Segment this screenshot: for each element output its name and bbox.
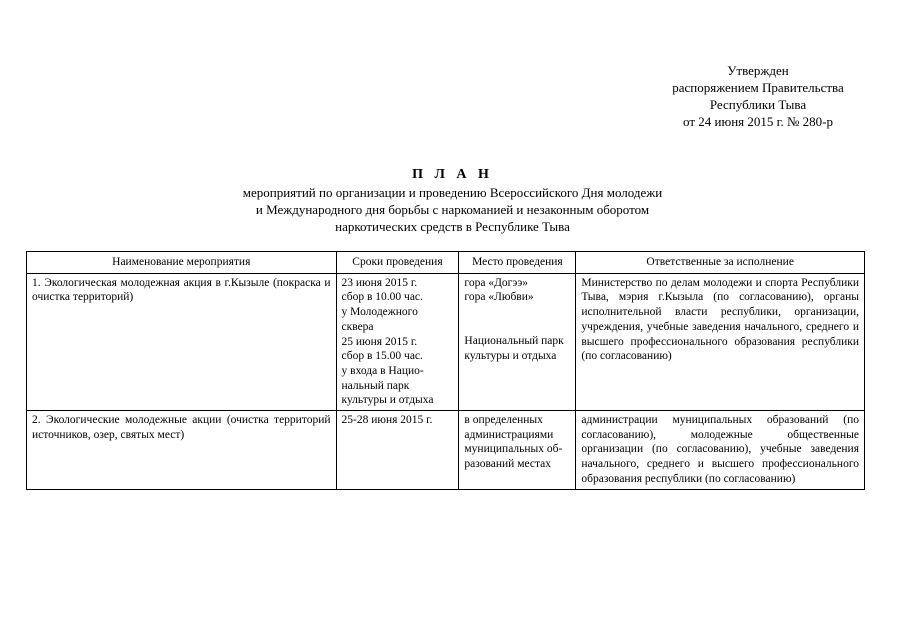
event-place-cell [459, 411, 576, 490]
approval-line: от 24 июня 2015 г. № 280-р [683, 114, 833, 129]
event-name-cell: 1. Экологическая молодежная акция в г.Кызыле (покраска и очистка территорий) [27, 273, 337, 410]
place-line: в определенных [464, 414, 543, 427]
dates-line: 25 июня 2015 г. [341, 335, 418, 348]
place-line: гора «Догээ» [464, 276, 528, 289]
column-header-name: Наименование мероприятия [27, 252, 337, 274]
event-dates-cell [336, 273, 459, 410]
approval-line: Утвержден [727, 63, 789, 78]
approval-line: распоряжением Правительства [672, 80, 844, 95]
document-subtitle-line: мероприятий по организации и проведению Всероссийского Дня молодежи [242, 185, 663, 200]
dates-line: 23 июня 2015 г. [341, 276, 418, 289]
dates-line: нальный парк [341, 379, 410, 392]
column-header-place: Место проведения [459, 252, 576, 274]
event-responsible-cell: администрации муниципальных образований (по согласованию), молодежные общественные организации (по согласованию), учебные заведения начального, среднего и высшего профессионального образования республики (по согласованию) [576, 411, 865, 490]
place-line: Национальный парк [464, 335, 564, 348]
table-row [27, 411, 865, 490]
event-responsible-cell: Министерство по делам молодежи и спорта Республики Тыва, мэрия г.Кызыла (по согласованию), органы исполнительной власти республики, организации, учреждения, учебные заведения начального, среднего и высшего профессионального образования республики (по согласованию) [576, 273, 865, 410]
dates-line: 25-28 июня 2015 г. [341, 414, 433, 427]
dates-line: сбор в 15.00 час. [341, 350, 423, 363]
dates-line: у входа в Нацио- [341, 364, 424, 377]
place-line: гора «Любви» [464, 291, 534, 304]
place-spacer [464, 305, 570, 334]
column-header-dates: Сроки проведения [336, 252, 459, 274]
document-title-block [0, 166, 905, 235]
table-header-row [27, 252, 865, 274]
place-line: муниципальных об- [464, 443, 563, 456]
column-header-responsible: Ответственные за исполнение [576, 252, 865, 274]
place-line: культуры и отдыха [464, 349, 557, 362]
event-name-cell: 2. Экологические молодежные акции (очистка территорий источников, озер, святых мест) [27, 411, 337, 490]
document-subtitle-line: наркотических средств в Республике Тыва [335, 219, 570, 234]
table-row [27, 273, 865, 410]
event-dates-cell [336, 411, 459, 490]
dates-line: сквера [341, 320, 374, 333]
place-line: разований местах [464, 458, 551, 471]
event-place-cell [459, 273, 576, 410]
document-subtitle-line: и Международного дня борьбы с наркоманией и незаконным оборотом [255, 202, 650, 217]
dates-line: у Молодежного [341, 306, 418, 319]
dates-line: сбор в 10.00 час. [341, 291, 423, 304]
dates-line: культуры и отдыха [341, 394, 434, 407]
place-line: администрациями [464, 428, 554, 441]
document-heading: П Л А Н [412, 167, 493, 182]
approval-stamp [653, 62, 863, 130]
events-table [26, 251, 865, 490]
approval-line: Республики Тыва [709, 97, 807, 112]
